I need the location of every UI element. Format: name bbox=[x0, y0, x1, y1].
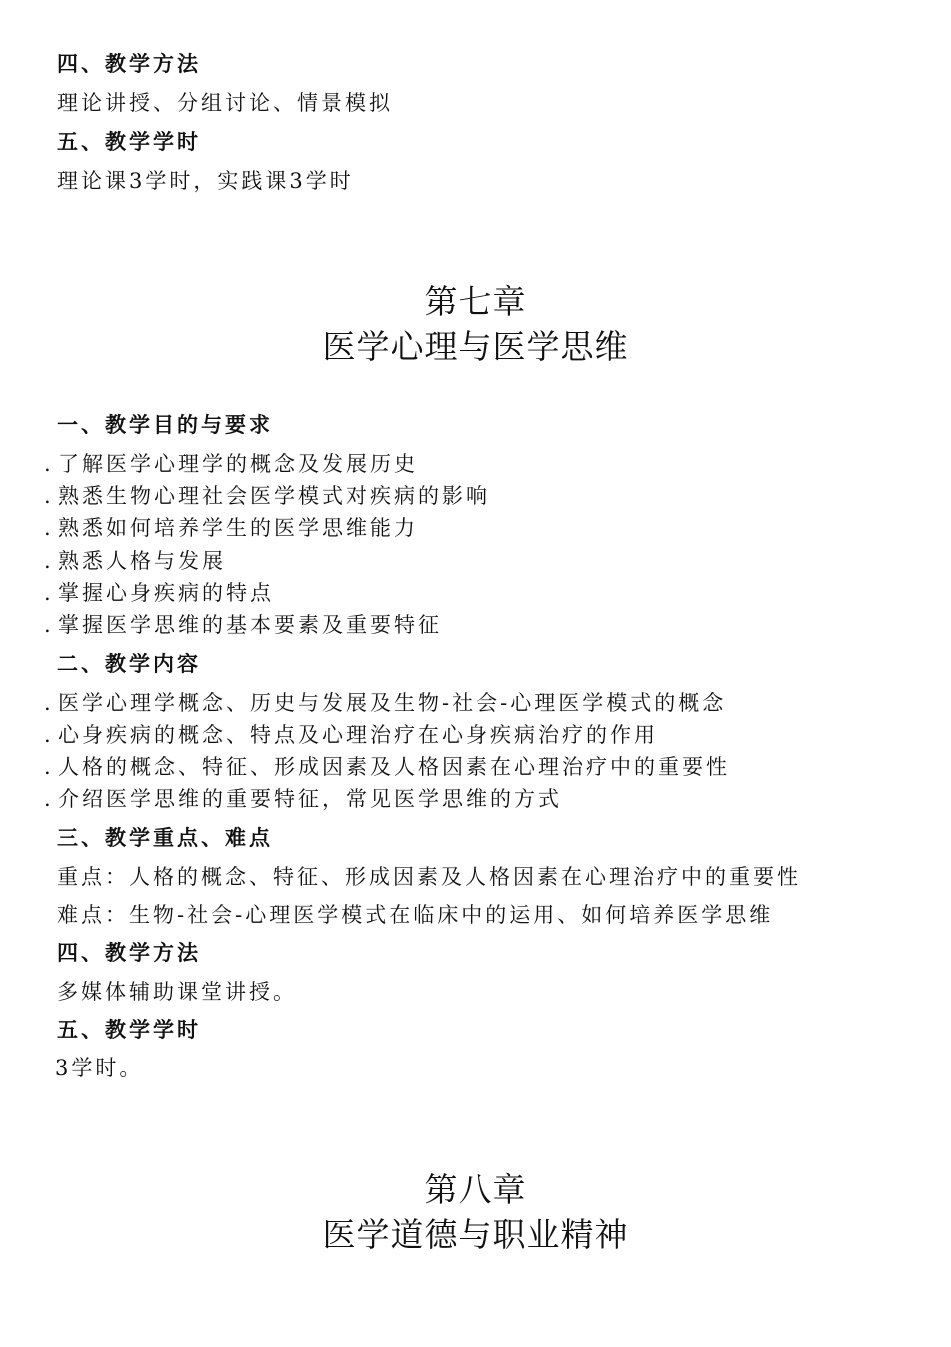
objective-text: 熟悉人格与发展 bbox=[58, 549, 226, 573]
bullet-dot: . bbox=[44, 452, 54, 476]
difficult-point-text: 难点：生物-社会-心理医学模式在临床中的运用、如何培养医学思维 bbox=[57, 903, 774, 927]
bullet-dot: . bbox=[44, 581, 54, 605]
objective-item bbox=[44, 512, 418, 542]
objective-text: 熟悉如何培养学生的医学思维能力 bbox=[58, 516, 418, 540]
objective-item bbox=[44, 577, 274, 607]
content-text: 心身疾病的概念、特点及心理治疗在心身疾病治疗的作用 bbox=[58, 723, 658, 747]
prev-method-text: 理论讲授、分组讨论、情景模拟 bbox=[57, 91, 393, 115]
content-item bbox=[44, 687, 726, 717]
bullet-dot: . bbox=[44, 549, 54, 573]
chapter7-title: 医学心理与医学思维 bbox=[322, 330, 629, 366]
bullet-dot: . bbox=[44, 613, 54, 637]
bullet-dot: . bbox=[44, 484, 54, 508]
objective-text: 了解医学心理学的概念及发展历史 bbox=[58, 452, 418, 476]
chapter8-number: 第八章 bbox=[424, 1173, 527, 1209]
hours-text: 3学时。 bbox=[55, 1056, 144, 1080]
objective-text: 熟悉生物心理社会医学模式对疾病的影响 bbox=[58, 484, 490, 508]
method-heading: 四、教学方法 bbox=[57, 940, 201, 965]
content-item bbox=[44, 751, 730, 781]
chapter8-title: 医学道德与职业精神 bbox=[322, 1218, 629, 1254]
key-point-text: 重点：人格的概念、特征、形成因素及人格因素在心理治疗中的重要性 bbox=[57, 865, 801, 889]
method-text: 多媒体辅助课堂讲授。 bbox=[57, 980, 297, 1004]
prev-hours-text: 理论课3学时，实践课3学时 bbox=[57, 169, 354, 193]
objective-item bbox=[44, 545, 226, 575]
objectives-heading: 一、教学目的与要求 bbox=[57, 412, 273, 437]
bullet-dot: . bbox=[44, 787, 54, 811]
objective-text: 掌握心身疾病的特点 bbox=[58, 581, 274, 605]
content-text: 介绍医学思维的重要特征，常见医学思维的方式 bbox=[58, 787, 562, 811]
content-text: 人格的概念、特征、形成因素及人格因素在心理治疗中的重要性 bbox=[58, 755, 730, 779]
objective-text: 掌握医学思维的基本要素及重要特征 bbox=[58, 613, 442, 637]
prev-hours-heading: 五、教学学时 bbox=[57, 129, 201, 154]
chapter7-number: 第七章 bbox=[424, 285, 527, 321]
objective-item bbox=[44, 448, 418, 478]
objective-item bbox=[44, 609, 442, 639]
bullet-dot: . bbox=[44, 691, 54, 715]
key-heading: 三、教学重点、难点 bbox=[57, 825, 273, 850]
content-heading: 二、教学内容 bbox=[57, 651, 201, 676]
content-item bbox=[44, 719, 658, 749]
hours-heading: 五、教学学时 bbox=[57, 1017, 201, 1042]
bullet-dot: . bbox=[44, 516, 54, 540]
bullet-dot: . bbox=[44, 723, 54, 747]
content-text: 医学心理学概念、历史与发展及生物-社会-心理医学模式的概念 bbox=[58, 691, 727, 715]
bullet-dot: . bbox=[44, 755, 54, 779]
objective-item bbox=[44, 480, 490, 510]
prev-method-heading: 四、教学方法 bbox=[57, 51, 201, 76]
content-item bbox=[44, 783, 562, 813]
